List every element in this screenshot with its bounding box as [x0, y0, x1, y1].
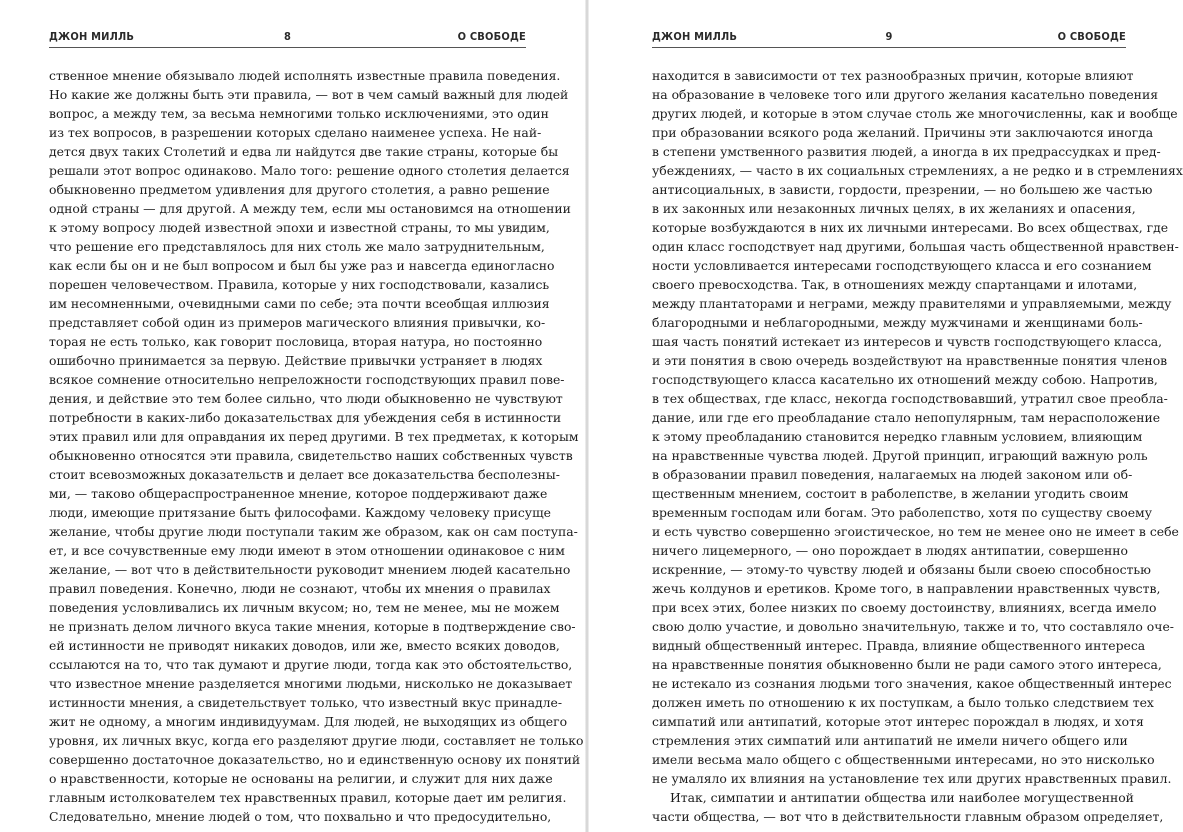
- text-line: обыкновенно относятся эти правила, свидетельство наших собственных чувств: [49, 448, 573, 463]
- text-line: на образование в человеке того или другого желания касательно поведения: [652, 87, 1159, 102]
- text-line: всякое сомнение относительно непреложности господствующих правил пове-: [49, 372, 565, 387]
- text-line: ности условливается интересами господствующего класса и его сознанием: [652, 258, 1152, 273]
- text-line: видный общественный интерес. Правда, влияние общественного интереса: [652, 638, 1146, 653]
- header-title: О СВОБОДЕ: [1057, 30, 1126, 43]
- text-line: желание, чтобы другие люди поступали таким же образом, как он сам поступа-: [49, 524, 578, 539]
- text-line: которые возбуждаются в них их личными интересами. Во всех обществах, где: [652, 220, 1169, 235]
- text-line: в образовании правил поведения, налагаемых на людей законом или об-: [652, 467, 1133, 482]
- text-line: этих правил или для оправдания их перед другими. В тех предметах, к которым: [49, 429, 579, 444]
- text-line: на нравственные понятия обыкновенно были не ради самого этого интереса,: [652, 657, 1162, 672]
- text-line: истинности мнения, а свидетельствует только, что известный вкус принадле-: [49, 695, 563, 710]
- text-line: ей истинности не приводят никаких доводов, или же, вместо всяких доводов,: [49, 638, 560, 653]
- text-line: щественным мнением, состоит в раболепстве, в желании угодить своим: [652, 486, 1129, 501]
- text-line: Но какие же должны быть эти правила, — вот в чем самый важный для людей: [49, 87, 569, 102]
- text-line: одной страны — для другой. А между тем, если мы остановимся на отношении: [49, 201, 571, 216]
- text-line: и есть чувство совершенно эгоистическое, но тем не менее оно не имеет в себе: [652, 524, 1179, 539]
- text-line: убеждениях, — часто в их социальных стремлениях, а не редко и в стремлениях: [652, 163, 1183, 178]
- text-line: находится в зависимости от тех разнообразных причин, которые влияют: [652, 68, 1134, 83]
- text-line: должен иметь по отношению к их поступкам, а было только следствием тех: [652, 695, 1154, 710]
- text-line: желание, — вот что в действительности руководит мнением людей касательно: [49, 562, 571, 577]
- text-line: ственное мнение обязывало людей исполнять известные правила поведения.: [49, 68, 561, 83]
- text-line: главным истолкователем тех нравственных правил, которые дает им религия.: [49, 790, 567, 805]
- text-line: в степени умственного развития людей, а иногда в их предрассудках и пред-: [652, 144, 1161, 159]
- header-rule: [49, 47, 526, 48]
- text-line: правил поведения. Конечно, люди не сознают, чтобы их мнения о правилах: [49, 581, 551, 596]
- text-line: не истекало из сознания людьми того значения, какое общественный интерес: [652, 676, 1172, 691]
- text-line: поведения условливались их личным вкусом; но, тем не менее, мы не можем: [49, 600, 560, 615]
- text-line: им несомненными, очевидными сами по себе; эта почти всеобщая иллюзия: [49, 296, 550, 311]
- text-line: антисоциальных, в зависти, гордости, презрении, — но большею же частью: [652, 182, 1153, 197]
- text-line: люди, имеющие притязание быть философами. Каждому человеку присуще: [49, 505, 551, 520]
- text-line: жит не одному, а многим индивидуумам. Для людей, не выходящих из общего: [49, 714, 568, 729]
- text-line: своего превосходства. Так, в отношениях между спартанцами и илотами,: [652, 277, 1138, 292]
- page-number: 9: [885, 30, 893, 43]
- page-number: 8: [283, 30, 292, 43]
- text-line: имели весьма мало общего с общественными интересами, но это нисколько: [652, 752, 1155, 767]
- text-line: других людей, и которые в этом случае столь же многочисленны, как и вообще: [652, 106, 1178, 121]
- text-line: как если бы он и не был вопросом и был бы уже раз и навсегда единогласно: [49, 258, 555, 273]
- text-line: стоит всевозможных доказательств и делает все доказательства бесполезны-: [49, 467, 560, 482]
- text-line: уровня, их личных вкус, когда его разделяют другие люди, составляет не только: [49, 733, 584, 748]
- running-header: [49, 30, 526, 44]
- text-line: порешен человечеством. Правила, которые у них господствовали, казались: [49, 277, 550, 292]
- header-author: ДЖОН МИЛЛЬ: [652, 30, 738, 43]
- text-line: к этому преобладанию становится нередко главным условием, влияющим: [652, 429, 1143, 444]
- text-line: решали этот вопрос одинаково. Мало того: решение одного столетия делается: [49, 163, 570, 178]
- text-line: ет, и все сочувственные ему люди имеют в этом отношении одинаковое с ним: [49, 543, 565, 558]
- text-line: из тех вопросов, в разрешении которых сделано наименее успеха. Не най-: [49, 125, 542, 140]
- text-line: совершенно достаточное доказательство, но и единственную основу их понятий: [49, 752, 581, 767]
- text-line: ничего лицемерного, — оно порождает в людях антипатии, совершенно: [652, 543, 1128, 558]
- text-line: о нравственности, которые не основаны на религии, и служит для них даже: [49, 771, 553, 786]
- text-line: не умаляло их влияния на установление тех или других нравственных правил.: [652, 771, 1172, 786]
- text-line: искренние, — этому-то чувству людей и обязаны были своею способностью: [652, 562, 1151, 577]
- text-line: представляет собой один из примеров магического влияния привычки, ко-: [49, 315, 546, 330]
- text-line: симпатий или антипатий, которые этот интерес порождал в людях, и хотя: [652, 714, 1144, 729]
- text-line: свою долю участие, и довольно значительную, также и то, что составляло оче-: [652, 619, 1174, 634]
- text-line: дание, или где его преобладание стало непопулярным, там нерасположение: [652, 410, 1161, 425]
- running-header: [652, 30, 1126, 44]
- header-rule: [652, 47, 1126, 48]
- text-line: в их законных или незаконных личных целях, в их желаниях и опасения,: [652, 201, 1136, 216]
- text-line: жечь колдунов и еретиков. Кроме того, в направлении нравственных чувств,: [652, 581, 1161, 596]
- text-line: временным господам или богам. Это раболепство, хотя по существу своему: [652, 505, 1152, 520]
- header-author: ДЖОН МИЛЛЬ: [49, 30, 135, 43]
- text-line: вопрос, а между тем, за весьма немногими только исключениями, это один: [49, 106, 549, 121]
- text-line: что решение его представлялось для них столь же мало затруднительным,: [49, 239, 545, 254]
- text-line: при образовании всякого рода желаний. Причины эти заключаются иногда: [652, 125, 1154, 140]
- right-page: [652, 0, 1183, 832]
- text-line: Следовательно, мнение людей о том, что похвально и что предосудительно,: [49, 809, 552, 824]
- text-line: в тех обществах, где класс, некогда господствовавший, утратил свое преобла-: [652, 391, 1168, 406]
- text-line: не признать делом личного вкуса такие мнения, которые в подтверждение сво-: [49, 619, 576, 634]
- text-line: один класс господствует над другими, большая часть общественной нравствен-: [652, 239, 1179, 254]
- text-line: обыкновенно предметом удивления для другого столетия, а равно решение: [49, 182, 550, 197]
- text-line: торая не есть только, как говорит пословица, вторая натура, но постоянно: [49, 334, 543, 349]
- text-line: ми, — таково общераспространенное мнение, которое поддерживают даже: [49, 486, 548, 501]
- text-line: благородными и неблагородными, между мужчинами и женщинами боль-: [652, 315, 1143, 330]
- text-line: при всех этих, более низких по своему достоинству, влияниях, всегда имело: [652, 600, 1157, 615]
- left-page: [49, 0, 584, 832]
- text-line: части общества, — вот что в действительности главным образом определяет,: [652, 809, 1164, 824]
- book-gutter: [585, 0, 589, 832]
- text-line: ошибочно принимается за первую. Действие привычки устраняет в людях: [49, 353, 543, 368]
- text-line: стремления этих симпатий или антипатий не имели ничего общего или: [652, 733, 1128, 748]
- text-line: между плантаторами и неграми, между правителями и управляемыми, между: [652, 296, 1172, 311]
- text-line: что известное мнение разделяется многими людьми, нисколько не доказывает: [49, 676, 573, 691]
- text-line: шая часть понятий истекает из интересов и чувств господствующего класса,: [652, 334, 1163, 349]
- text-line: на нравственные чувства людей. Другой принцип, играющий важную роль: [652, 448, 1148, 463]
- page-body: [652, 66, 1183, 826]
- text-line: Итак, симпатии и антипатии общества или наиболее могущественной: [670, 790, 1134, 805]
- text-line: господствующего класса касательно их отношений между собою. Напротив,: [652, 372, 1158, 387]
- text-line: дения, и действие это тем более сильно, что люди обыкновенно не чувствуют: [49, 391, 563, 406]
- text-line: ссылаются на то, что так думают и другие люди, тогда как это обстоятельство,: [49, 657, 573, 672]
- page-body: [49, 66, 584, 826]
- text-line: к этому вопросу людей известной эпохи и известной страны, то мы увидим,: [49, 220, 550, 235]
- text-line: потребности в каких-либо доказательствах для убеждения себя в истинности: [49, 410, 562, 425]
- header-title: О СВОБОДЕ: [457, 30, 526, 43]
- text-line: дется двух таких Столетий и едва ли найдутся две такие страны, которые бы: [49, 144, 559, 159]
- text-line: и эти понятия в свою очередь воздействуют на нравственные понятия членов: [652, 353, 1168, 368]
